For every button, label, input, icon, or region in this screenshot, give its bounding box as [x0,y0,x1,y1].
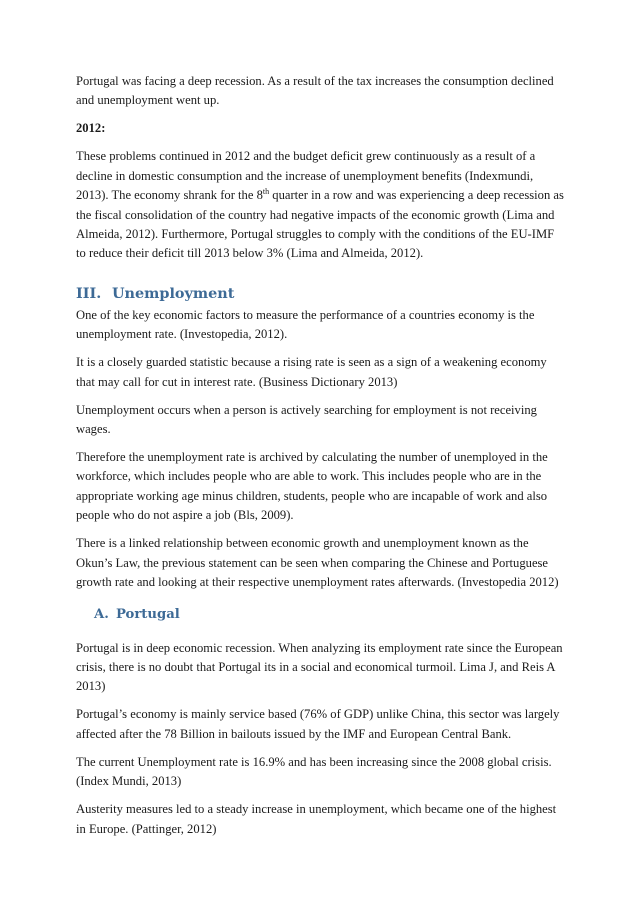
paragraph-service-economy: Portugal’s economy is mainly service based (76% of GDP) unlike China, this sector was largely affected after the 78 Billion in bailouts issued by the IMF and European Central Bank. [76,707,560,741]
paragraph-key-factors: One of the key economic factors to measure the performance of a countries economy is the unemployment rate. (Investopedia, 2012). [76,307,535,342]
section-number: III. [76,284,102,302]
paragraph-2012 [76,147,566,263]
subsection-heading-portugal [94,605,566,625]
paragraph-2012-part-b: quarter in a row and was experiencing a deep recession as the fiscal consolidation of the country had negative impacts of the economic growth (Lima and Almeida, 2012). Furthermore, Portugal struggles to comply with the conditions of the EU-IMF to reduce their deficit till 2013 below 3% (Lima and Almeida, 2012). [76,188,564,261]
ordinal-superscript: th [262,187,270,197]
paragraph-portugal-recession: Portugal is in deep economic recession. When analyzing its employment rate since the European crisis, there is no doubt that Portugal its in a social and economical turmoil. Lima J, and Reis A 2013) [76,640,563,694]
year-label: 2012: [76,121,106,136]
paragraph-unemployment-definition: Unemployment occurs when a person is actively searching for employment is not receiving wages. [76,402,537,437]
paragraph-current-rate: The current Unemployment rate is 16.9% and has been increasing since the 2008 global crisis. (Index Mundi, 2013) [76,754,552,789]
paragraph-rate-calculation: Therefore the unemployment rate is archived by calculating the number of unemployed in the workforce, which includes people who are able to work. This includes people who are in the appropriate working age minus children, students, people who are incapable of work and also people who do not aspire a job (Bls, 2009). [76,450,548,523]
subsection-number: A. [94,606,109,622]
document-page [76,72,566,848]
section-heading-unemployment [76,284,566,304]
paragraph-2012-part-a: These problems continued in 2012 and the budget deficit grew continuously as a result of a decline in domestic consumption and the increase of unemployment benefits (Indexmundi, 2013). The economy shrank for the 8 [76,149,536,203]
section-title: Unemployment [112,284,235,302]
paragraph-recession: Portugal was facing a deep recession. As a result of the tax increases the consumption declined and unemployment went up. [76,74,554,108]
subsection-title: Portugal [116,606,180,622]
paragraph-guarded-statistic: It is a closely guarded statistic because a rising rate is seen as a sign of a weakening economy that may call for cut in interest rate. (Business Dictionary 2013) [76,355,547,389]
paragraph-okuns-law: There is a linked relationship between economic growth and unemployment known as the Okun’s Law, the previous statement can be seen when comparing the Chinese and Portuguese growth rate and looking at their respective unemployment rates afterwards. (Investopedia 2012) [76,536,559,590]
paragraph-austerity: Austerity measures led to a steady increase in unemployment, which became one of the highest in Europe. (Pattinger, 2012) [76,802,557,836]
